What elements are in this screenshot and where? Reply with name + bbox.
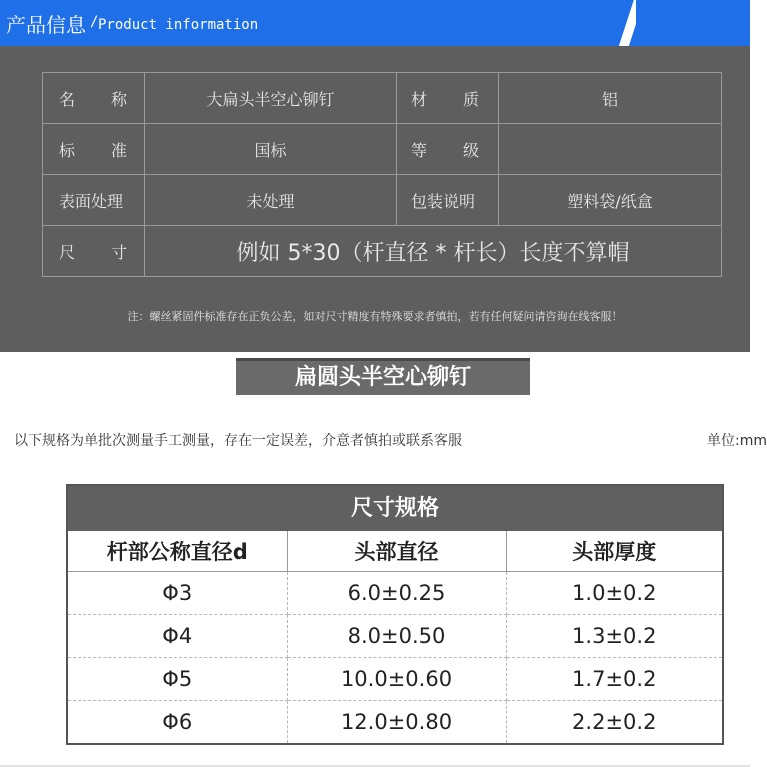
- header-bar: [0, 0, 750, 46]
- spec-cell-head-diameter: 6.0±0.25: [287, 571, 506, 614]
- info-key-grade: 等 级: [397, 124, 499, 175]
- spec-cell-head-diameter: 10.0±0.60: [287, 657, 506, 700]
- spec-cell-shank: Φ5: [68, 657, 287, 700]
- spec-grid: [68, 531, 722, 743]
- spec-cell-head-thickness: 1.0±0.2: [506, 571, 722, 614]
- info-value-packaging: 塑料袋/纸盒: [499, 175, 722, 226]
- table-row: [68, 571, 722, 614]
- spec-header-head-thickness: 头部厚度: [506, 531, 722, 571]
- spec-cell-shank: Φ6: [68, 700, 287, 743]
- info-row-name: [43, 73, 722, 124]
- spec-cell-head-thickness: 2.2±0.2: [572, 709, 657, 734]
- spec-header-row: [68, 531, 722, 571]
- spec-cell-head-diameter: 12.0±0.80: [287, 700, 506, 743]
- info-key-name: 名 称: [43, 73, 145, 124]
- info-value-standard: 国标: [145, 124, 397, 175]
- header-title-en: Product information: [98, 17, 259, 33]
- info-row-surface: [43, 175, 722, 226]
- info-key-material: 材 质: [397, 73, 499, 124]
- info-value-name: 大扁头半空心铆钉: [145, 73, 397, 124]
- info-value-surface: 未处理: [145, 175, 397, 226]
- unit-label: 单位:mm: [707, 433, 767, 449]
- spec-cell-head-thickness: 1.3±0.2: [506, 614, 722, 657]
- spec-cell-head-diameter: 8.0±0.50: [287, 614, 506, 657]
- spec-cell-shank: Φ3: [68, 571, 287, 614]
- info-value-material: 铝: [499, 73, 722, 124]
- spec-table-caption: 尺寸规格: [68, 486, 722, 531]
- header-separator: /: [90, 14, 99, 30]
- spec-header-shank-diameter: 杆部公称直径d: [68, 531, 287, 571]
- product-info-panel: [0, 46, 750, 352]
- measurement-disclaimer: 以下规格为单批次测量手工测量，存在一定误差，介意者慎拍或联系客服: [14, 433, 462, 449]
- info-key-packaging: 包装说明: [397, 175, 499, 226]
- info-value-size: 例如 5*30（杆直径 * 杆长）长度不算帽: [145, 226, 722, 277]
- spec-cell-head-thickness: 1.7±0.2: [506, 657, 722, 700]
- tolerance-note: 注：螺丝紧固件标准存在正负公差，如对尺寸精度有特殊要求者慎拍，若有任何疑问请咨询在线客服！: [127, 310, 623, 323]
- product-name-banner: 扁圆头半空心铆钉: [236, 358, 530, 395]
- info-key-size: 尺 寸: [43, 226, 145, 277]
- table-row: [68, 700, 722, 743]
- info-row-standard: [43, 124, 722, 175]
- product-info-table: [42, 72, 722, 277]
- info-row-size: [43, 226, 722, 277]
- header-title-cn: 产品信息: [6, 13, 86, 37]
- spec-cell-shank: Φ4: [68, 614, 287, 657]
- table-row: [68, 657, 722, 700]
- spec-table: [66, 484, 724, 745]
- info-key-surface: 表面处理: [43, 175, 145, 226]
- table-row: [68, 614, 722, 657]
- header-right-block: [636, 0, 750, 46]
- spec-header-head-diameter: 头部直径: [287, 531, 506, 571]
- info-value-grade: [499, 124, 722, 175]
- info-key-standard: 标 准: [43, 124, 145, 175]
